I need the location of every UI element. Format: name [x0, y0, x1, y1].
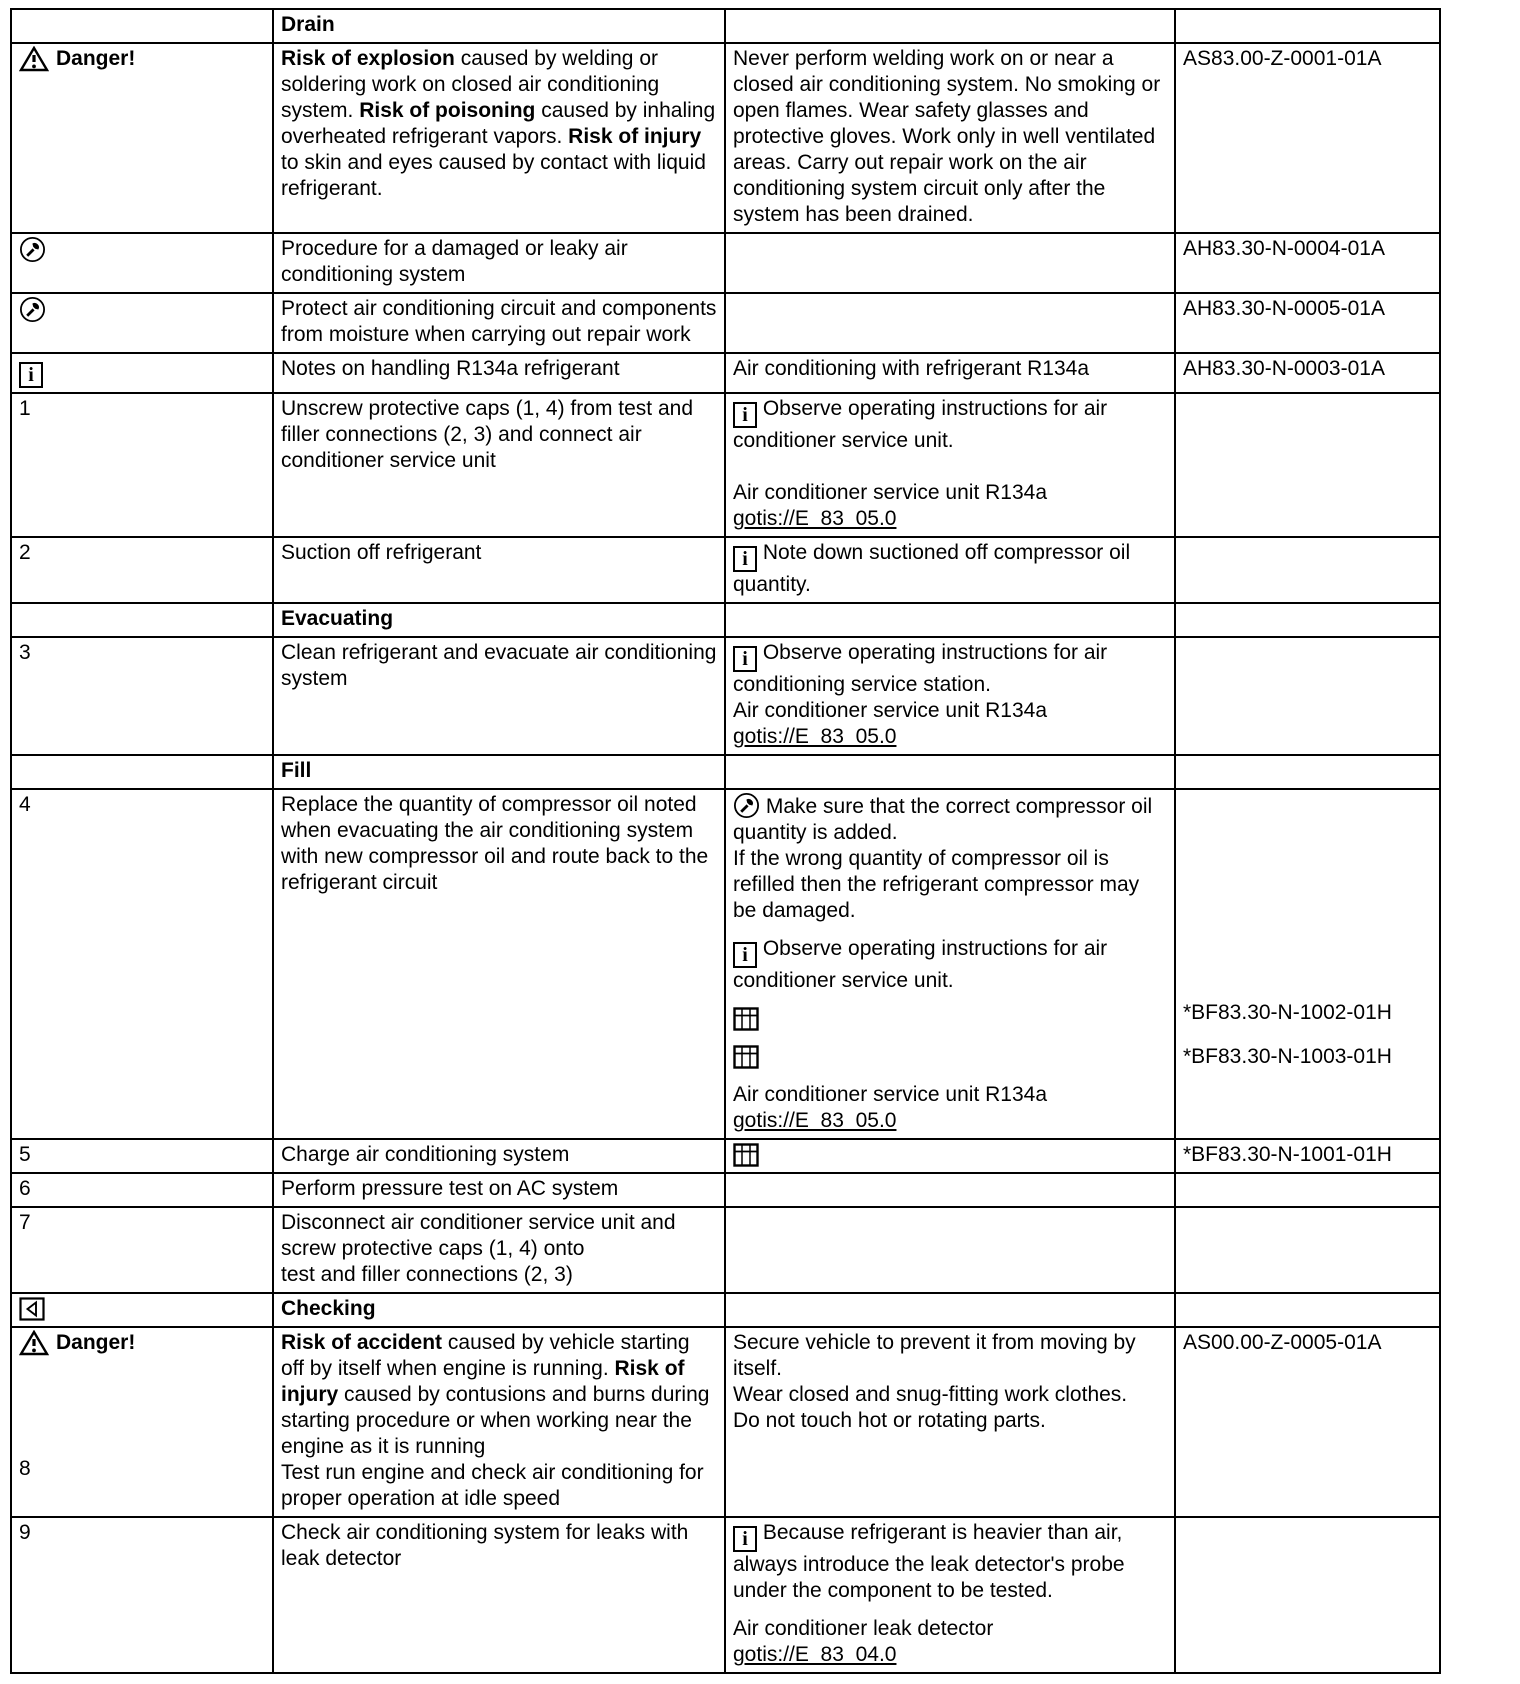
paragraph	[733, 1108, 1167, 1134]
text: Note down suctioned off compressor oil quantity.	[733, 541, 1131, 596]
paragraph	[281, 1142, 717, 1168]
text: Air conditioner leak detector	[733, 1617, 994, 1640]
text: Unscrew protective caps (1, 4) from test and filler connections (2, 3) and connect air conditioner service unit	[281, 397, 693, 472]
paragraph	[281, 356, 717, 382]
paragraph	[733, 356, 1167, 382]
gotis-link[interactable]: gotis://E_83_05.0	[733, 1109, 897, 1132]
text: Charge air conditioning system	[281, 1143, 570, 1166]
cell-notes	[725, 637, 1175, 755]
row-step-6	[11, 1173, 1440, 1207]
paragraph	[281, 1262, 717, 1288]
cell-description	[273, 789, 725, 1139]
row-step-2	[11, 537, 1440, 603]
table-icon	[733, 1045, 759, 1069]
danger-label: Danger!	[56, 47, 136, 70]
paragraph	[733, 480, 1167, 506]
row-step-9	[11, 1517, 1440, 1673]
cell-description	[273, 393, 725, 537]
cell-step	[11, 537, 273, 603]
paragraph	[733, 1408, 1167, 1434]
text: Test run engine and check air conditioning for proper operation at idle speed	[281, 1461, 704, 1510]
step-number: 7	[19, 1211, 31, 1234]
text: caused by welding or soldering work on closed air conditioning system.	[281, 47, 660, 122]
cell-step	[11, 603, 273, 637]
doc-code: *BF83.30-N-1001-01H	[1183, 1143, 1392, 1166]
text: Observe operating instructions for air conditioner service unit.	[733, 397, 1108, 452]
cell-code	[1175, 9, 1440, 43]
cell-description	[273, 755, 725, 789]
text: Disconnect air conditioner service unit and screw protective caps (1, 4) onto	[281, 1211, 676, 1260]
cell-step	[11, 353, 273, 393]
paragraph	[733, 1382, 1167, 1408]
row-protect-moisture	[11, 293, 1440, 353]
doc-code: *BF83.30-N-1003-01H	[1183, 1045, 1392, 1068]
step-number: 4	[19, 793, 31, 816]
paragraph	[733, 1082, 1167, 1108]
paragraph	[733, 506, 1167, 532]
text: Air conditioner service unit R134a	[733, 699, 1047, 722]
text: Risk of accident	[281, 1331, 443, 1354]
paragraph	[733, 724, 1167, 750]
text: Drain	[281, 13, 335, 36]
cell-notes	[725, 603, 1175, 637]
text: Make sure that the correct compressor oil quantity is added.	[733, 795, 1153, 844]
paragraph	[733, 396, 1167, 454]
row-step-7	[11, 1207, 1440, 1293]
doc-code: AS83.00-Z-0001-01A	[1183, 47, 1382, 70]
cell-notes	[725, 233, 1175, 293]
cell-notes	[725, 1173, 1175, 1207]
procedure-table	[10, 8, 1441, 1674]
row-step-3	[11, 637, 1440, 755]
paragraph	[733, 936, 1167, 994]
gotis-link[interactable]: gotis://E_83_05.0	[733, 507, 897, 530]
cell-code	[1175, 537, 1440, 603]
text: Replace the quantity of compressor oil noted when evacuating the air conditioning system with new compressor oil and route back to the refrigerant circuit	[281, 793, 709, 894]
repair-icon	[733, 792, 760, 819]
row-type-icon	[19, 1296, 265, 1322]
text: Air conditioner service unit R134a	[733, 481, 1047, 504]
cell-code	[1175, 755, 1440, 789]
row-danger-accident	[11, 1327, 1440, 1517]
cell-step	[11, 1207, 273, 1293]
cell-step	[11, 9, 273, 43]
cell-description	[273, 1517, 725, 1673]
paragraph	[281, 1176, 717, 1202]
paragraph	[733, 1006, 1167, 1032]
cell-notes	[725, 537, 1175, 603]
text: caused by vehicle starting off by itself when engine is running.	[281, 1331, 690, 1380]
paragraph	[281, 296, 717, 348]
paragraph	[733, 46, 1167, 228]
text: Risk of explosion	[281, 47, 455, 70]
cell-description	[273, 1173, 725, 1207]
danger-icon	[19, 1330, 49, 1356]
row-type-icon	[19, 236, 265, 264]
row-procedure-damaged	[11, 233, 1440, 293]
text: Never perform welding work on or near a closed air conditioning system. No smoking or open flames. Wear safety glasses and protective gloves. Work only in well ventilated areas. Carry out repair work on the air conditioning system circuit only after the system has been drained.	[733, 47, 1161, 226]
row-checking-header	[11, 1293, 1440, 1327]
row-step-4	[11, 789, 1440, 1139]
text: Evacuating	[281, 607, 394, 630]
repair-icon	[19, 296, 46, 323]
cell-notes	[725, 353, 1175, 393]
paragraph	[281, 606, 717, 632]
text: to skin and eyes caused by contact with liquid refrigerant.	[281, 151, 706, 200]
cell-step	[11, 1173, 273, 1207]
text: test and filler connections (2, 3)	[281, 1263, 573, 1286]
cell-code	[1175, 1327, 1440, 1517]
cell-code	[1175, 1139, 1440, 1173]
doc-code: AH83.30-N-0005-01A	[1183, 297, 1385, 320]
paragraph	[733, 640, 1167, 698]
row-step-1	[11, 393, 1440, 537]
cell-description	[273, 1327, 725, 1517]
step-number: 5	[19, 1143, 31, 1166]
cell-step	[11, 1517, 273, 1673]
cell-description	[273, 603, 725, 637]
cell-step	[11, 393, 273, 537]
paragraph	[281, 792, 717, 896]
cell-description	[273, 353, 725, 393]
paragraph	[281, 46, 717, 202]
cell-notes	[725, 1327, 1175, 1517]
cell-code	[1175, 1517, 1440, 1673]
text: Clean refrigerant and evacuate air conditioning system	[281, 641, 717, 690]
cell-description	[273, 637, 725, 755]
gotis-link[interactable]: gotis://E_83_04.0	[733, 1643, 897, 1666]
cell-code	[1175, 293, 1440, 353]
row-step-5	[11, 1139, 1440, 1173]
paragraph	[733, 1142, 1167, 1168]
text: Suction off refrigerant	[281, 541, 482, 564]
doc-code: AH83.30-N-0003-01A	[1183, 357, 1385, 380]
row-notes-r134a	[11, 353, 1440, 393]
doc-code: AS00.00-Z-0005-01A	[1183, 1331, 1382, 1354]
cell-step	[11, 789, 273, 1139]
row-danger-explosion	[11, 43, 1440, 233]
text: Risk of injury	[568, 125, 702, 148]
text: Air conditioning with refrigerant R134a	[733, 357, 1090, 380]
step-number: 8	[19, 1457, 31, 1480]
paragraph	[281, 758, 717, 784]
cell-notes	[725, 9, 1175, 43]
cell-step	[11, 43, 273, 233]
text: Because refrigerant is heavier than air, always introduce the leak detector's probe under the component to be tested.	[733, 1521, 1125, 1602]
paragraph	[281, 12, 717, 38]
row-drain-header	[11, 9, 1440, 43]
cell-description	[273, 233, 725, 293]
table-icon	[733, 1143, 759, 1167]
cell-step	[11, 1293, 273, 1327]
repair-icon	[19, 236, 46, 263]
paragraph	[733, 1616, 1167, 1642]
cell-notes	[725, 293, 1175, 353]
cell-code	[1175, 789, 1440, 1139]
danger-header	[19, 1330, 265, 1356]
paragraph	[281, 236, 717, 288]
cell-step	[11, 1327, 273, 1517]
step-number: 2	[19, 541, 31, 564]
cell-code	[1175, 603, 1440, 637]
cell-step	[11, 755, 273, 789]
cell-notes	[725, 43, 1175, 233]
danger-icon	[19, 46, 49, 72]
text: Risk of poisoning	[359, 99, 536, 122]
text: Procedure for a damaged or leaky air conditioning system	[281, 237, 628, 286]
cell-notes	[725, 1293, 1175, 1327]
cell-description	[273, 537, 725, 603]
cell-description	[273, 9, 725, 43]
cell-notes	[725, 1517, 1175, 1673]
paragraph	[281, 1460, 717, 1512]
paragraph	[281, 1330, 717, 1460]
info-icon: i	[733, 646, 757, 672]
back-icon	[19, 1297, 45, 1321]
doc-code: *BF83.30-N-1002-01H	[1183, 1001, 1392, 1024]
cell-code	[1175, 353, 1440, 393]
danger-label: Danger!	[56, 1331, 136, 1354]
info-icon: i	[733, 402, 757, 428]
paragraph	[281, 1210, 717, 1262]
text: Do not touch hot or rotating parts.	[733, 1409, 1046, 1432]
paragraph	[733, 698, 1167, 724]
info-icon: i	[733, 546, 757, 572]
paragraph	[281, 396, 717, 474]
row-type-icon	[19, 296, 265, 324]
paragraph	[733, 792, 1167, 846]
cell-step	[11, 233, 273, 293]
cell-code	[1175, 1207, 1440, 1293]
cell-notes	[725, 755, 1175, 789]
row-type-icon	[19, 356, 265, 388]
text: Fill	[281, 759, 312, 782]
text: Wear closed and snug-fitting work clothes.	[733, 1383, 1128, 1406]
gotis-link[interactable]: gotis://E_83_05.0	[733, 725, 897, 748]
cell-step	[11, 637, 273, 755]
step-number: 3	[19, 641, 31, 664]
step-number: 9	[19, 1521, 31, 1544]
text: Check air conditioning system for leaks with leak detector	[281, 1521, 689, 1570]
doc-code: AH83.30-N-0004-01A	[1183, 237, 1385, 260]
cell-step	[11, 1139, 273, 1173]
cell-notes	[725, 393, 1175, 537]
cell-code	[1175, 43, 1440, 233]
cell-code	[1175, 1293, 1440, 1327]
text: Protect air conditioning circuit and components from moisture when carrying out repair work	[281, 297, 717, 346]
cell-description	[273, 293, 725, 353]
text: Observe operating instructions for air conditioner service unit.	[733, 937, 1108, 992]
text: Risk of injury	[281, 1357, 685, 1406]
danger-header	[19, 46, 265, 72]
text: Perform pressure test on AC system	[281, 1177, 619, 1200]
text: Checking	[281, 1297, 376, 1320]
paragraph	[733, 1520, 1167, 1604]
cell-description	[273, 1293, 725, 1327]
cell-description	[273, 1139, 725, 1173]
cell-notes	[725, 789, 1175, 1139]
paragraph	[281, 540, 717, 566]
text: caused by contusions and burns during starting procedure or when working near the engine as it is running	[281, 1383, 710, 1458]
paragraph	[733, 540, 1167, 598]
step-number: 6	[19, 1177, 31, 1200]
paragraph	[733, 1642, 1167, 1668]
info-icon: i	[733, 942, 757, 968]
text: If the wrong quantity of compressor oil is refilled then the refrigerant compressor may be damaged.	[733, 847, 1140, 922]
row-evacuating-header	[11, 603, 1440, 637]
cell-code	[1175, 393, 1440, 537]
text: Notes on handling R134a refrigerant	[281, 357, 620, 380]
text: caused by inhaling overheated refrigerant vapors.	[281, 99, 716, 148]
paragraph	[281, 640, 717, 692]
text: Air conditioner service unit R134a	[733, 1083, 1047, 1106]
table-icon	[733, 1007, 759, 1031]
info-icon: i	[733, 1526, 757, 1552]
paragraph	[733, 846, 1167, 924]
paragraph	[733, 1330, 1167, 1382]
text: Secure vehicle to prevent it from moving by itself.	[733, 1331, 1136, 1380]
cell-description	[273, 43, 725, 233]
cell-notes	[725, 1207, 1175, 1293]
paragraph	[281, 1296, 717, 1322]
cell-step	[11, 293, 273, 353]
cell-code	[1175, 1173, 1440, 1207]
paragraph	[733, 1044, 1167, 1070]
cell-code	[1175, 233, 1440, 293]
cell-code	[1175, 637, 1440, 755]
text: Observe operating instructions for air conditioning service station.	[733, 641, 1108, 696]
info-icon: i	[19, 362, 43, 388]
paragraph	[281, 1520, 717, 1572]
step-number: 1	[19, 397, 31, 420]
cell-description	[273, 1207, 725, 1293]
row-fill-header	[11, 755, 1440, 789]
cell-notes	[725, 1139, 1175, 1173]
